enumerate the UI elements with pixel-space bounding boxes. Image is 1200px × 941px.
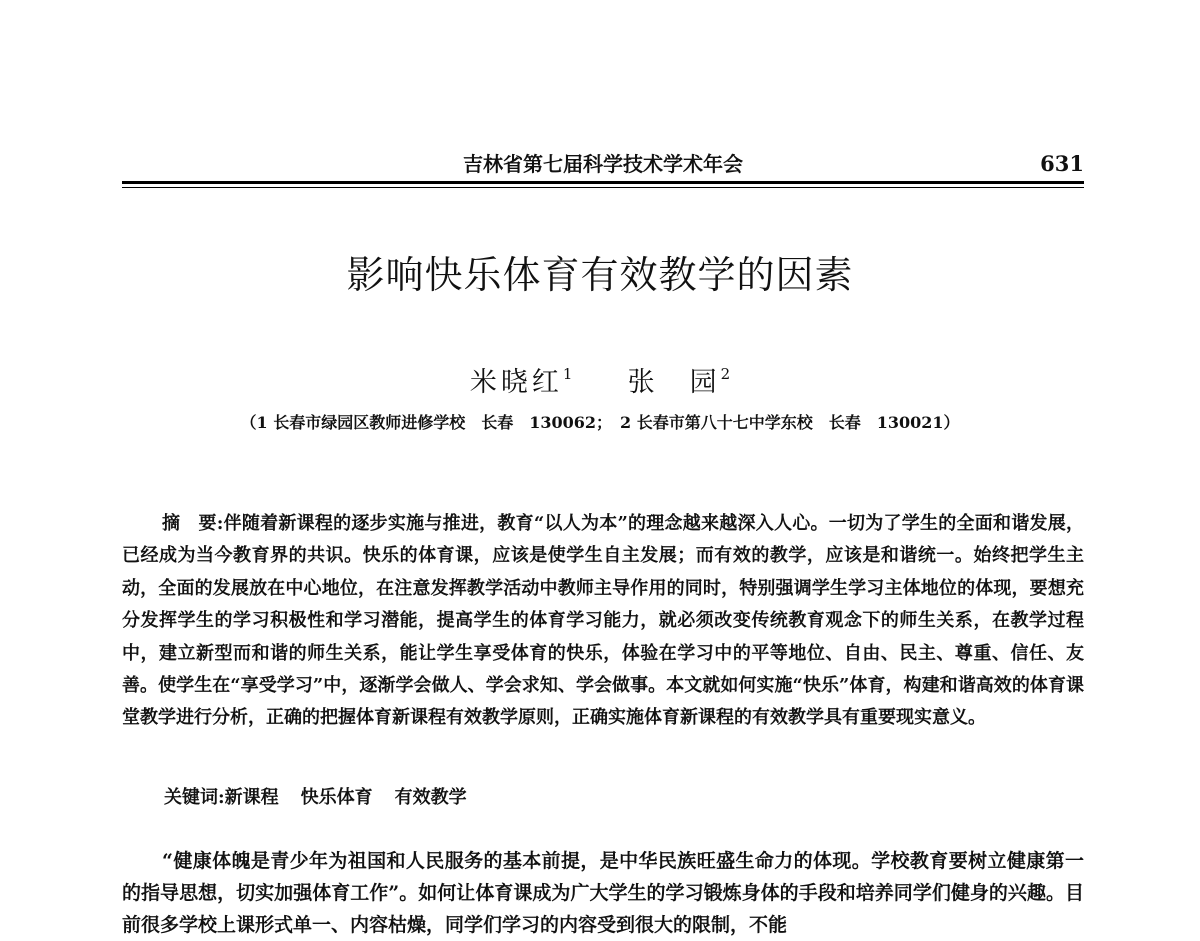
abstract — [122, 508, 1084, 735]
page-number: 631 — [1040, 151, 1084, 176]
header-rule-thin — [122, 187, 1084, 188]
header-rule-thick — [122, 181, 1084, 184]
author-affiliation-mark: 1 — [562, 365, 573, 383]
author-name: 张 园 — [627, 367, 721, 398]
keywords-label: 关键词: — [164, 787, 225, 808]
author-name: 米晓红 — [469, 367, 563, 398]
running-header — [122, 150, 1084, 182]
journal-title: 吉林省第七届科学技术学术年会 — [463, 152, 743, 176]
abstract-label: 摘 要: — [162, 513, 224, 534]
keywords — [164, 783, 1084, 813]
author-affiliation-mark: 2 — [720, 365, 731, 383]
article-title: 影响快乐体育有效教学的因素 — [346, 253, 854, 297]
body-paragraph: “健康体魄是青少年为祖国和人民服务的基本前提，是中华民族旺盛生命力的体现。学校教育要树立健康第一的指导思想，切实加强体育工作”。如何让体育课成为广大学生的学习锻炼身体的手段和培养同学们健身的兴趣。目前很多学校上课形式单一、内容枯燥，同学们学习的内容受到很大的限制，不能 — [122, 850, 1084, 936]
keyword: 新课程 — [224, 787, 279, 808]
keyword: 有效教学 — [394, 787, 467, 808]
keyword: 快乐体育 — [300, 787, 373, 808]
abstract-text: 伴随着新课程的逐步实施与推进，教育“以人为本”的理念越来越深入人心。一切为了学生的全面和谐发展，已经成为当今教育界的共识。快乐的体育课，应该是使学生自主发展；而有效的教学，应该是和谐统一。始终把学生主动，全面的发展放在中心地位，在注意发挥教学活动中教师主导作用的同时，特别强调学生学习主体地位的体现，要想充分发挥学生的学习积极性和学习潜能，提高学生的体育学习能力，就必须改变传统教育观念下的师生关系，在教学过程中，建立新型而和谐的师生关系，能让学生享受体育的快乐，体验在学习中的平等地位、自由、民主、尊重、信任、友善。使学生在“享受学习”中，逐渐学会做人、学会求知、学会做事。本文就如何实施“快乐”体育，构建和谐高效的体育课堂教学进行分析，正确的把握体育新课程有效教学原则，正确实施体育新课程的有效教学具有重要现实意义。 — [122, 513, 1084, 729]
author-line — [0, 356, 1200, 401]
affiliations: （1 长春市绿园区教师进修学校 长春 130062； 2 长春市第八十七中学东校 长春 130021） — [240, 413, 960, 432]
